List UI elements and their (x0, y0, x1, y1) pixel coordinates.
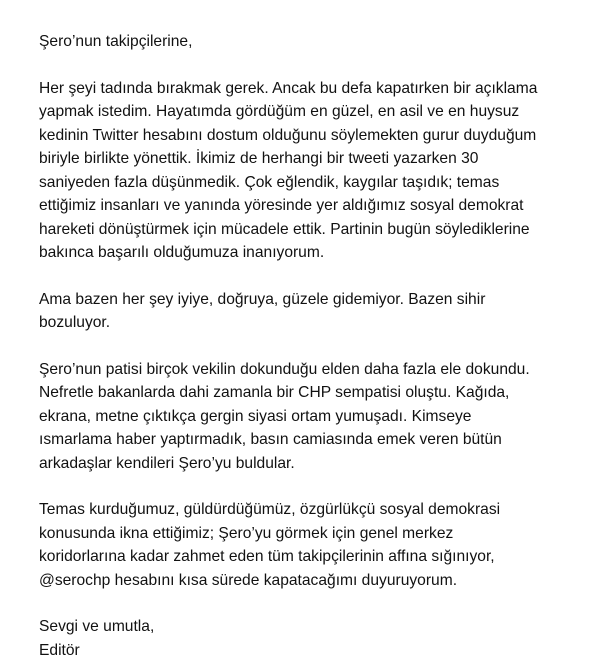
paragraph-line: ekrana, metne çıktıkça gergin siyasi ortam yumuşadı. Kimseye (39, 405, 589, 429)
paragraph-line: bakınca başarılı olduğumuza inanıyorum. (39, 241, 589, 265)
paragraph-line: biriyle birlikte yönettik. İkimiz de herhangi bir tweeti yazarken 30 (39, 147, 589, 171)
paragraph-line: bozuluyor. (39, 311, 589, 335)
closing-line: Sevgi ve umutla, (39, 615, 589, 639)
paragraph-line: ısmarlama haber yaptırmadık, basın camiasında emek veren bütün (39, 428, 589, 452)
letter (39, 30, 589, 662)
paragraph-line: ettiğimiz insanları ve yanında yöresinde yer aldığımız sosyal demokrat (39, 194, 589, 218)
paragraph-line: saniyeden fazla düşünmedik. Çok eğlendik, kaygılar taşıdık; temas (39, 171, 589, 195)
paragraph-line: Temas kurduğumuz, güldürdüğümüz, özgürlükçü sosyal demokrasi (39, 498, 589, 522)
paragraph-line: Ama bazen her şey iyiye, doğruya, güzele gidemiyor. Bazen sihir (39, 288, 589, 312)
paragraph-line: Nefretle bakanlarda dahi zamanla bir CHP sempatisi oluştu. Kağıda, (39, 381, 589, 405)
paragraph-line: kedinin Twitter hesabını dostum olduğunu söylemekten gurur duyduğum (39, 124, 589, 148)
letter-greeting: Şero’nun takipçilerine, (39, 30, 589, 54)
paragraph-2 (39, 288, 589, 335)
signature: Editör (39, 639, 589, 662)
paragraph-line: Şero’nun patisi birçok vekilin dokunduğu elden daha fazla ele dokundu. (39, 358, 589, 382)
paragraph-4 (39, 498, 589, 592)
letter-closing (39, 615, 589, 662)
paragraph-line: yapmak istedim. Hayatımda gördüğüm en güzel, en asil ve en huysuz (39, 100, 589, 124)
paragraph-line: @serochp hesabını kısa sürede kapatacağımı duyuruyorum. (39, 569, 589, 593)
paragraph-3 (39, 358, 589, 476)
paragraph-1 (39, 77, 589, 265)
paragraph-line: arkadaşlar kendileri Şero’yu buldular. (39, 452, 589, 476)
paragraph-line: koridorlarına kadar zahmet eden tüm takipçilerinin affına sığınıyor, (39, 545, 589, 569)
paragraph-line: hareketi dönüştürmek için mücadele ettik. Partinin bugün söylediklerine (39, 218, 589, 242)
paragraph-line: konusunda ikna ettiğimiz; Şero’yu görmek için genel merkez (39, 522, 589, 546)
paragraph-line: Her şeyi tadında bırakmak gerek. Ancak bu defa kapatırken bir açıklama (39, 77, 589, 101)
